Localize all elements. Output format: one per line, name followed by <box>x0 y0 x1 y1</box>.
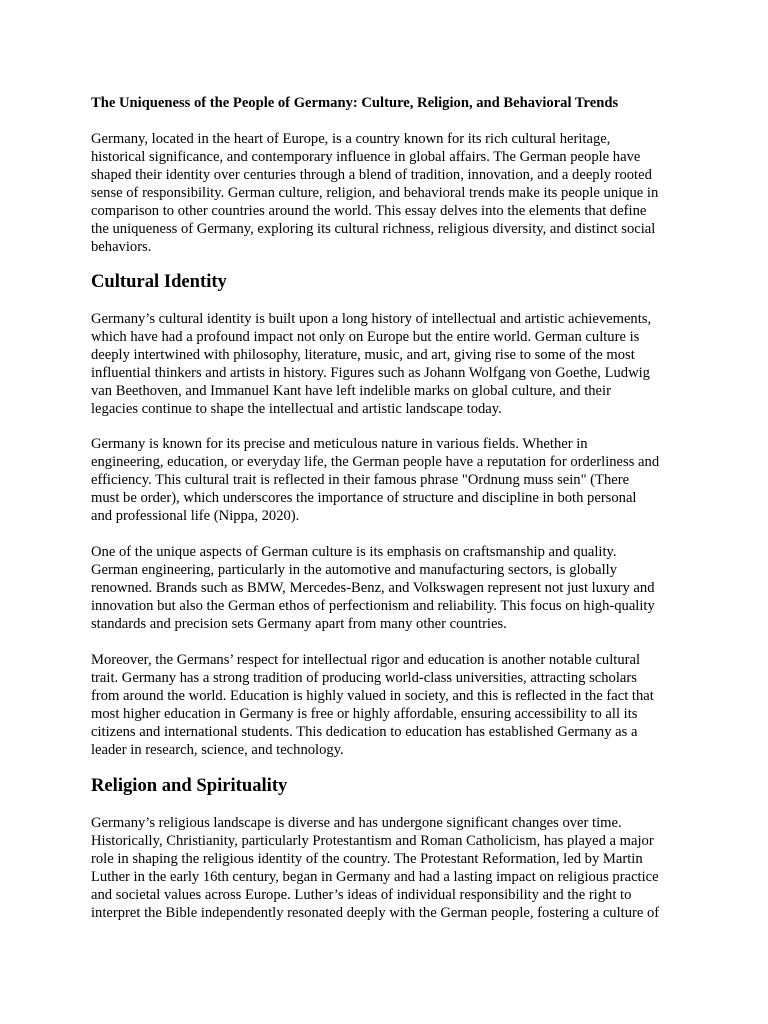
cultural-identity-paragraph-3 <box>91 543 681 633</box>
text-line: legacies continue to shape the intellectual and artistic landscape today. <box>91 401 502 417</box>
text-line: deeply intertwined with philosophy, literature, music, and art, giving rise to some of the most <box>91 347 635 363</box>
text-line: engineering, education, or everyday life, the German people have a reputation for orderliness and <box>91 454 660 470</box>
text-line: shaped their identity over centuries through a blend of tradition, innovation, and a deeply rooted <box>91 167 652 183</box>
intro-paragraph <box>91 130 681 256</box>
religion-paragraph-1 <box>91 814 681 922</box>
text-line: efficiency. This cultural trait is reflected in their famous phrase "Ordnung muss sein" (There <box>91 472 630 488</box>
text-line: historical significance, and contemporary influence in global affairs. The German people have <box>91 149 641 165</box>
text-line: Germany is known for its precise and meticulous nature in various fields. Whether in <box>91 436 588 452</box>
text-line: Germany’s religious landscape is diverse and has undergone significant changes over time. <box>91 815 622 831</box>
cultural-identity-paragraph-2 <box>91 435 681 525</box>
text-line: comparison to other countries around the world. This essay delves into the elements that define <box>91 203 647 219</box>
text-line: Luther in the early 16th century, began in Germany and had a lasting impact on religious practice <box>91 869 659 885</box>
text-line: leader in research, science, and technology. <box>91 742 344 758</box>
cultural-identity-paragraph-1 <box>91 310 681 418</box>
text-line: standards and precision sets Germany apart from many other countries. <box>91 616 507 632</box>
text-line: interpret the Bible independently resonated deeply with the German people, fostering a culture of <box>91 905 660 921</box>
text-line: Historically, Christianity, particularly Protestantism and Roman Catholicism, has played a major <box>91 833 654 849</box>
text-line: renowned. Brands such as BMW, Mercedes-Benz, and Volkswagen represent not just luxury and <box>91 580 655 596</box>
text-line: Germany’s cultural identity is built upon a long history of intellectual and artistic achievements, <box>91 311 652 327</box>
text-line: the uniqueness of Germany, exploring its cultural richness, religious diversity, and distinct social <box>91 221 656 237</box>
text-line: German engineering, particularly in the automotive and manufacturing sectors, is globally <box>91 562 618 578</box>
text-line: citizens and international students. This dedication to education has established Germany as a <box>91 724 638 740</box>
text-line: most higher education in Germany is free or highly affordable, ensuring accessibility to all its <box>91 706 638 722</box>
cultural-identity-paragraph-4 <box>91 651 681 759</box>
text-line: influential thinkers and artists in history. Figures such as Johann Wolfgang von Goethe, Ludwig <box>91 365 650 381</box>
text-line: innovation but also the German ethos of perfectionism and reliability. This focus on high-quality <box>91 598 655 614</box>
text-line: must be order), which underscores the importance of structure and discipline in both personal <box>91 490 637 506</box>
text-line: from around the world. Education is highly valued in society, and this is reflected in the fact that <box>91 688 654 704</box>
text-line: role in shaping the religious identity of the country. The Protestant Reformation, led by Martin <box>91 851 643 867</box>
section-heading-cultural-identity: Cultural Identity <box>91 271 227 292</box>
text-line: Germany, located in the heart of Europe, is a country known for its rich cultural heritage, <box>91 131 611 147</box>
text-line: trait. Germany has a strong tradition of producing world-class universities, attracting scholars <box>91 670 637 686</box>
text-line: One of the unique aspects of German culture is its emphasis on craftsmanship and quality. <box>91 544 617 560</box>
text-line: sense of responsibility. German culture, religion, and behavioral trends make its people unique in <box>91 185 659 201</box>
text-line: and professional life (Nippa, 2020). <box>91 508 300 524</box>
text-line: van Beethoven, and Immanuel Kant have left indelible marks on global culture, and their <box>91 383 611 399</box>
text-line: Moreover, the Germans’ respect for intellectual rigor and education is another notable cultural <box>91 652 641 668</box>
text-line: and societal values across Europe. Luther’s ideas of individual responsibility and the right to <box>91 887 632 903</box>
text-line: which have had a profound impact not only on Europe but the entire world. German culture is <box>91 329 640 345</box>
section-heading-religion-spirituality: Religion and Spirituality <box>91 775 288 796</box>
text-line: behaviors. <box>91 239 152 255</box>
document-title: The Uniqueness of the People of Germany: Culture, Religion, and Behavioral Trends <box>91 95 619 111</box>
